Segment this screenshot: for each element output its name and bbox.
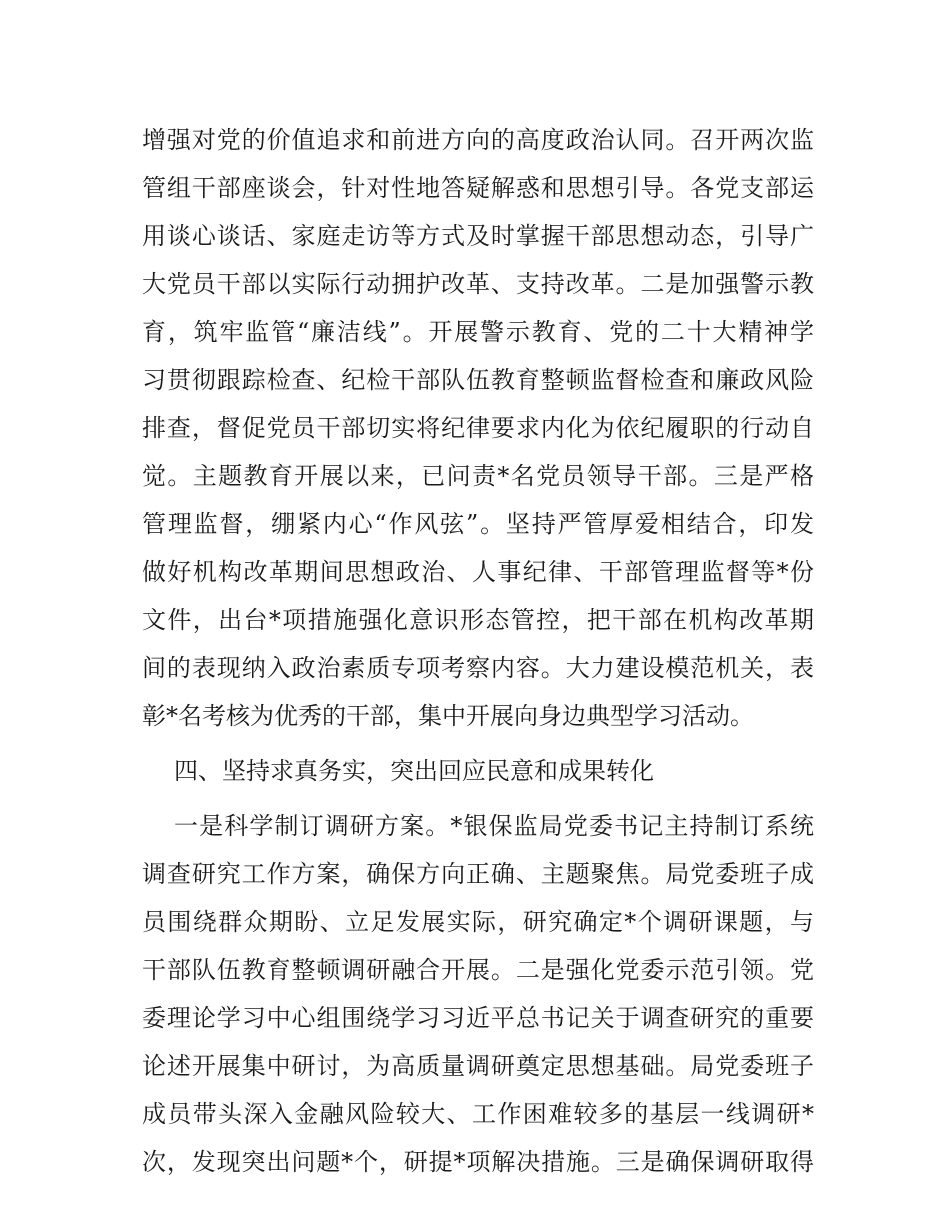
text-line: 做好机构改革期间思想政治、人事纪律、干部管理监督等*份 — [142, 558, 814, 586]
text-line: 调查研究工作方案，确保方向正确、主题聚焦。局党委班子成 — [142, 860, 814, 888]
text-line: 增强对党的价值追求和前进方向的高度政治认同。召开两次监 — [142, 126, 814, 154]
text-line: 大党员干部以实际行动拥护改革、支持改革。二是加强警示教 — [142, 270, 814, 298]
text-line: 彰*名考核为优秀的干部，集中开展向身边典型学习活动。 — [142, 702, 754, 730]
text-line: 觉。主题教育开展以来，已问责*名党员领导干部。三是严格 — [142, 462, 814, 490]
paragraph-gap — [142, 740, 814, 747]
text-line: 管理监督，绷紧内心“作风弦”。坚持严管厚爱相结合，印发 — [142, 510, 814, 538]
text-line: 育，筑牢监管“廉洁线”。开展警示教育、党的二十大精神学 — [142, 318, 814, 346]
paragraph-gap — [142, 795, 814, 802]
document-body — [142, 116, 814, 1186]
text-line: 干部队伍教育整顿调研融合开展。二是强化党委示范引领。党 — [142, 956, 814, 984]
text-line: 间的表现纳入政治素质专项考察内容。大力建设模范机关，表 — [142, 654, 814, 682]
heading-text: 四、坚持求真务实，突出回应民意和成果转化 — [174, 757, 654, 785]
text-line: 论述开展集中研讨，为高质量调研奠定思想基础。局党委班子 — [142, 1052, 814, 1080]
section-heading — [142, 747, 814, 795]
text-line: 管组干部座谈会，针对性地答疑解惑和思想引导。各党支部运 — [142, 174, 814, 202]
paragraph-supervision — [142, 116, 814, 740]
text-line: 员围绕群众期盼、立足发展实际，研究确定*个调研课题，与 — [142, 908, 814, 936]
text-line: 用谈心谈话、家庭走访等方式及时掌握干部思想动态，引导广 — [142, 222, 814, 250]
text-line: 文件，出台*项措施强化意识形态管控，把干部在机构改革期 — [142, 606, 814, 634]
text-line: 次，发现突出问题*个，研提*项解决措施。三是确保调研取得 — [142, 1148, 814, 1176]
paragraph-research — [142, 802, 814, 1186]
text-line: 成员带头深入金融风险较大、工作困难较多的基层一线调研* — [142, 1100, 814, 1128]
text-line: 委理论学习中心组围绕学习习近平总书记关于调查研究的重要 — [142, 1004, 814, 1032]
text-line: 排查，督促党员干部切实将纪律要求内化为依纪履职的行动自 — [142, 414, 814, 442]
text-line: 一是科学制订调研方案。*银保监局党委书记主持制订系统 — [174, 812, 814, 840]
text-line: 习贯彻跟踪检查、纪检干部队伍教育整顿监督检查和廉政风险 — [142, 366, 814, 394]
